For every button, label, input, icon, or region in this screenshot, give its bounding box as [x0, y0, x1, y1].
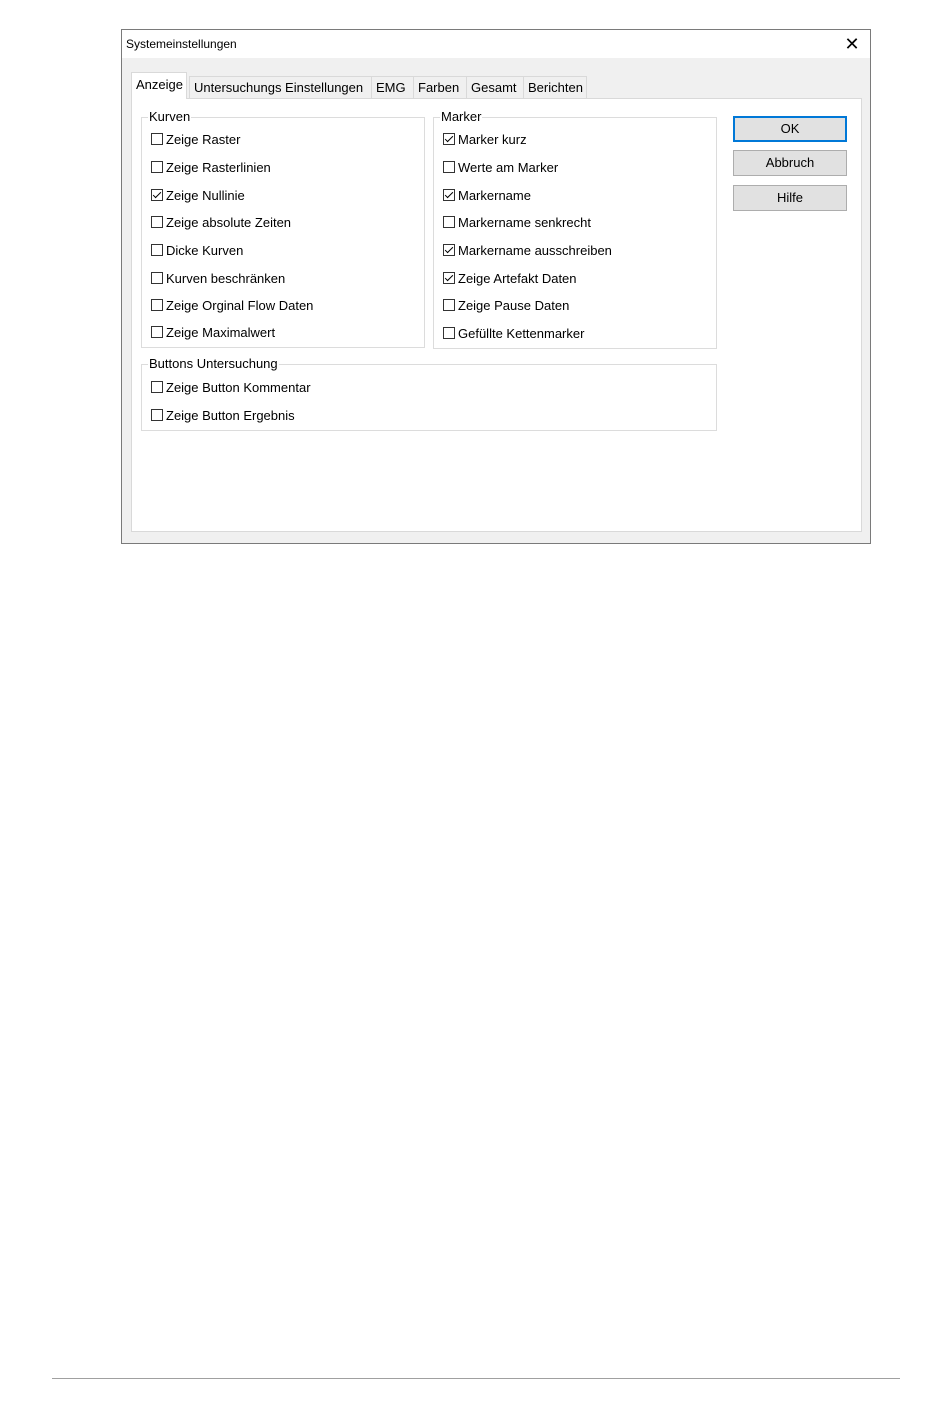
checkbox-label: Marker kurz [458, 131, 527, 147]
checkbox-label: Zeige Orginal Flow Daten [166, 297, 314, 313]
checkbox-box[interactable] [151, 161, 163, 173]
title-bar [122, 30, 870, 58]
close-icon[interactable]: ✕ [844, 34, 860, 54]
checkbox-markername-ausschreiben[interactable] [443, 241, 612, 259]
checkbox-label: Zeige Button Ergebnis [166, 407, 295, 423]
checkbox-kurven-beschraenken[interactable] [151, 269, 285, 287]
checkbox-zeige-nullinie[interactable] [151, 186, 245, 204]
checkbox-label: Dicke Kurven [166, 242, 244, 258]
checkbox-marker-kurz[interactable] [443, 130, 527, 148]
checkbox-label: Zeige Maximalwert [166, 324, 276, 340]
checkbox-label: Werte am Marker [458, 159, 559, 175]
checkbox-gefuellte-kettenmarker[interactable] [443, 324, 584, 342]
tab-berichten[interactable]: Berichten [523, 76, 587, 98]
checkbox-box[interactable] [151, 381, 163, 393]
checkbox-box[interactable] [151, 216, 163, 228]
tab-untersuchungs-einstellungen[interactable]: Untersuchungs Einstellungen [189, 76, 372, 98]
checkbox-zeige-artefakt-daten[interactable] [443, 269, 577, 287]
group-marker-legend: Marker [441, 109, 482, 124]
checkbox-box[interactable] [443, 189, 455, 201]
checkbox-label: Zeige Nullinie [166, 187, 245, 203]
checkbox-box[interactable] [443, 244, 455, 256]
settings-dialog [121, 29, 871, 544]
checkbox-box[interactable] [443, 216, 455, 228]
checkbox-label: Zeige Artefakt Daten [458, 270, 577, 286]
tab-anzeige[interactable]: Anzeige [131, 72, 187, 99]
checkbox-label: Zeige Rasterlinien [166, 159, 271, 175]
group-kurven-legend: Kurven [149, 109, 191, 124]
checkbox-label: Zeige Button Kommentar [166, 379, 311, 395]
checkbox-label: Markername [458, 187, 531, 203]
group-buttons-untersuchung [141, 356, 717, 431]
group-buttons-untersuchung-legend: Buttons Untersuchung [149, 356, 278, 371]
checkbox-label: Zeige absolute Zeiten [166, 214, 292, 230]
checkbox-box[interactable] [443, 299, 455, 311]
page-divider [52, 1378, 900, 1379]
checkbox-zeige-rasterlinien[interactable] [151, 158, 271, 176]
checkbox-box[interactable] [151, 409, 163, 421]
checkbox-label: Zeige Pause Daten [458, 297, 570, 313]
checkbox-werte-am-marker[interactable] [443, 158, 558, 176]
help-button[interactable]: Hilfe [733, 185, 847, 211]
checkbox-zeige-maximalwert[interactable] [151, 323, 275, 341]
checkbox-label: Markername senkrecht [458, 214, 591, 230]
checkbox-box[interactable] [443, 327, 455, 339]
checkbox-zeige-button-ergebnis[interactable] [151, 406, 295, 424]
checkbox-box[interactable] [151, 272, 163, 284]
tab-farben[interactable]: Farben [413, 76, 467, 98]
checkbox-box[interactable] [151, 244, 163, 256]
tab-emg[interactable]: EMG [371, 76, 414, 98]
checkbox-box[interactable] [443, 161, 455, 173]
ok-button[interactable]: OK [733, 116, 847, 142]
checkbox-zeige-absolute-zeiten[interactable] [151, 213, 291, 231]
checkbox-box[interactable] [151, 133, 163, 145]
dialog-title: Systemeinstellungen [126, 37, 237, 51]
group-marker [433, 109, 717, 349]
checkbox-label: Markername ausschreiben [458, 242, 612, 258]
checkbox-box[interactable] [443, 133, 455, 145]
checkbox-zeige-raster[interactable] [151, 130, 240, 148]
checkbox-label: Kurven beschränken [166, 270, 286, 286]
checkbox-label: Gefüllte Kettenmarker [458, 325, 585, 341]
checkbox-box[interactable] [443, 272, 455, 284]
checkbox-dicke-kurven[interactable] [151, 241, 243, 259]
checkbox-markername[interactable] [443, 186, 531, 204]
checkbox-label: Zeige Raster [166, 131, 241, 147]
tab-gesamt[interactable]: Gesamt [466, 76, 524, 98]
checkbox-box[interactable] [151, 189, 163, 201]
checkbox-zeige-button-kommentar[interactable] [151, 378, 311, 396]
checkbox-zeige-pause-daten[interactable] [443, 296, 569, 314]
group-kurven [141, 109, 425, 348]
checkbox-markername-senkrecht[interactable] [443, 213, 591, 231]
checkbox-box[interactable] [151, 326, 163, 338]
cancel-button[interactable]: Abbruch [733, 150, 847, 176]
checkbox-box[interactable] [151, 299, 163, 311]
checkbox-zeige-orginal-flow-daten[interactable] [151, 296, 313, 314]
